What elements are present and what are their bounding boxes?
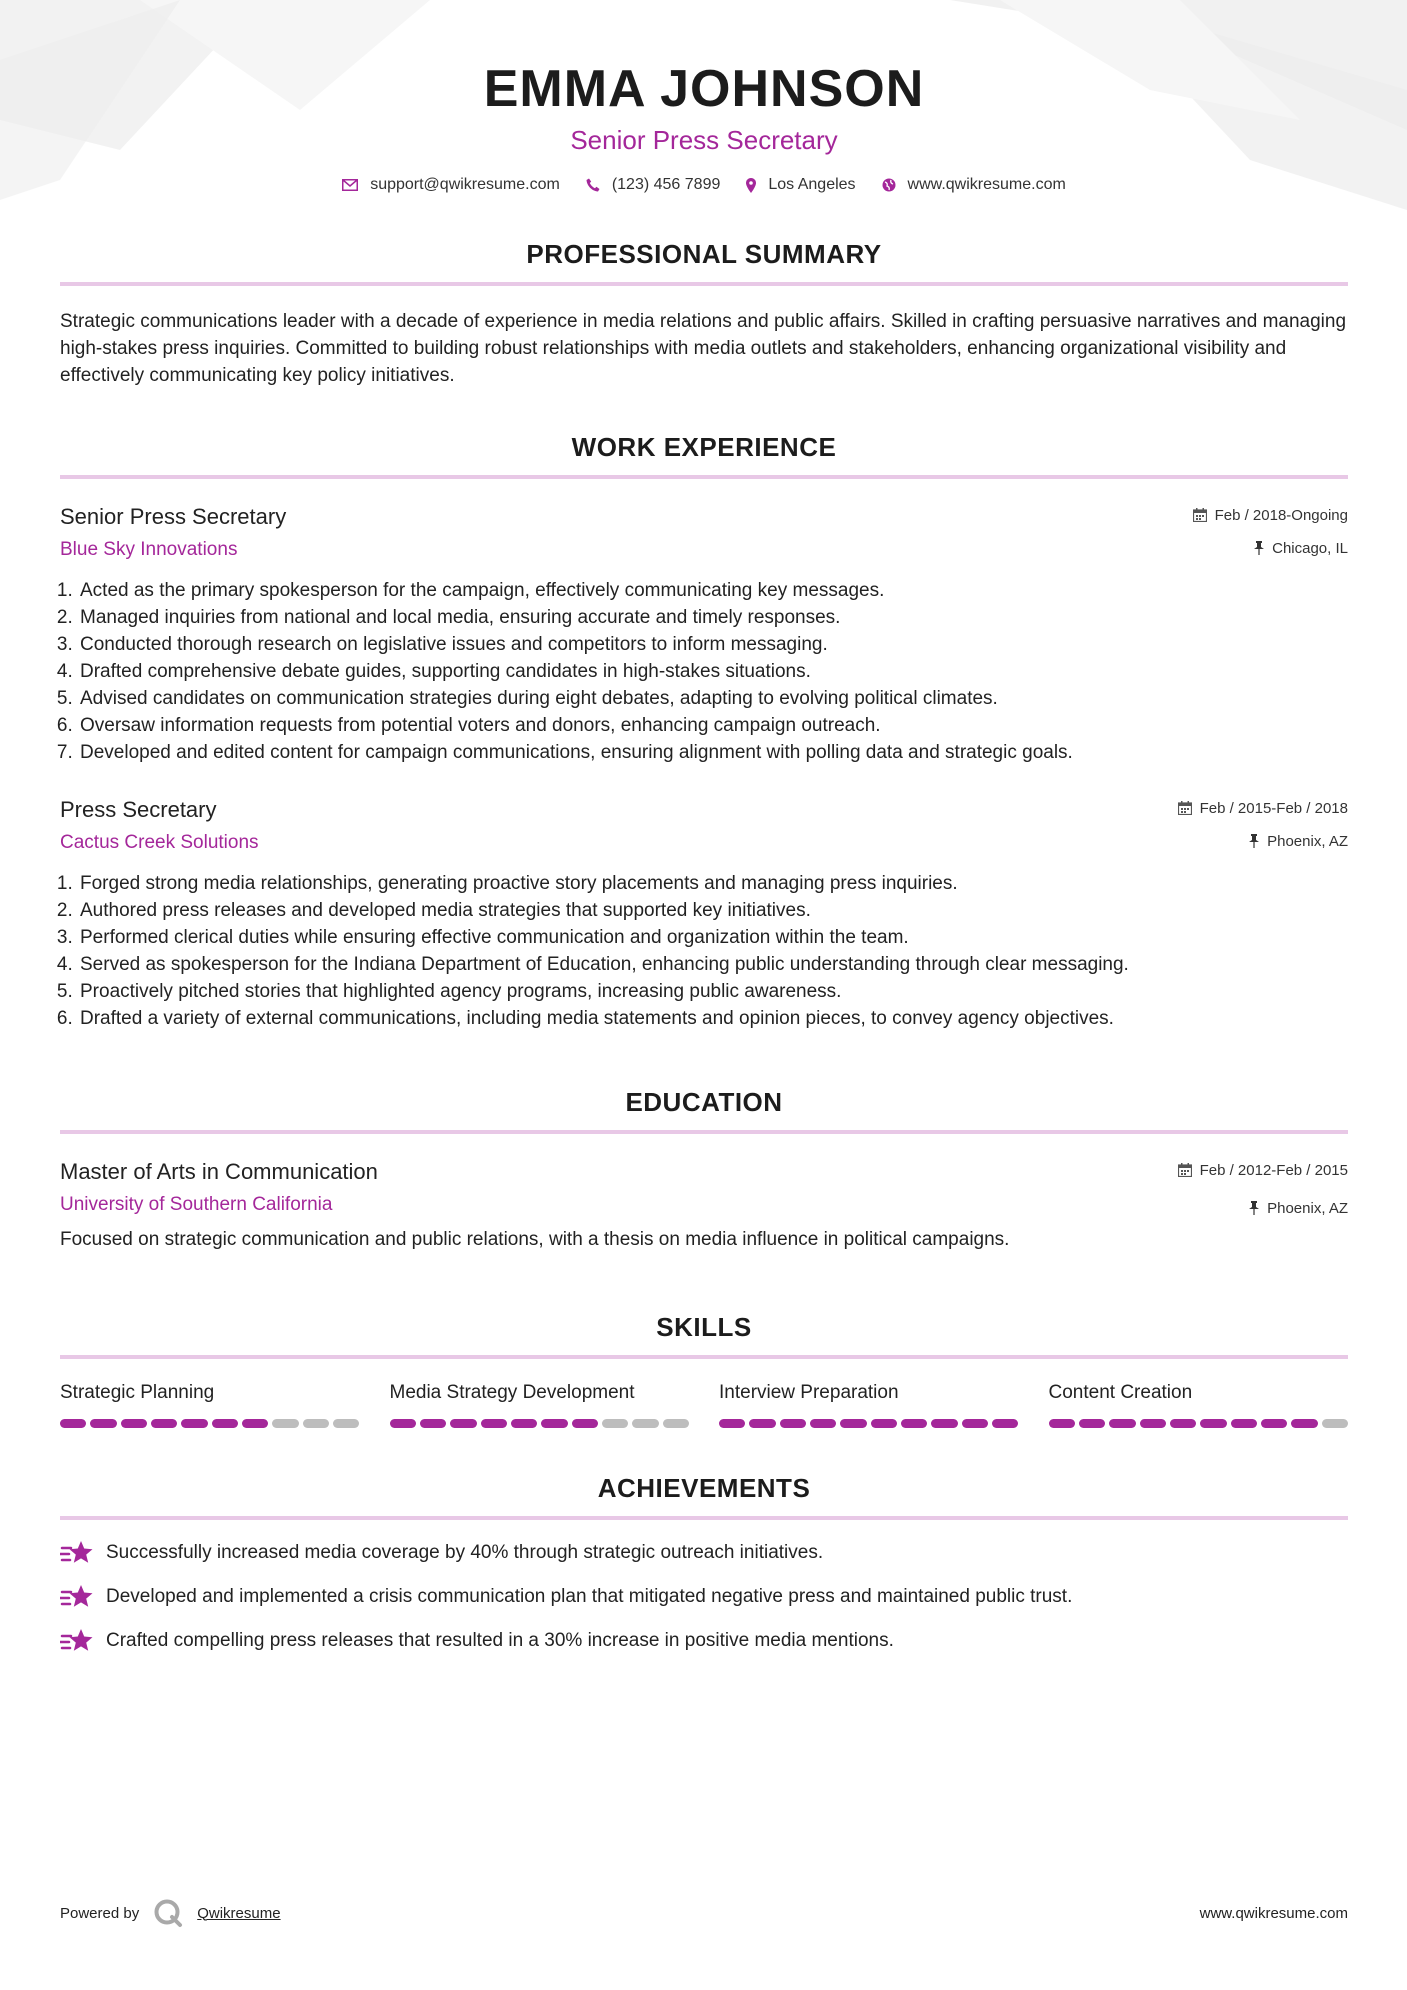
skill-segment-filled bbox=[780, 1419, 806, 1428]
skill-segment-empty bbox=[303, 1419, 329, 1428]
experience-section bbox=[60, 431, 1348, 1032]
skill-level-bar bbox=[719, 1419, 1019, 1428]
skills-grid bbox=[60, 1381, 1348, 1428]
skill-segment-filled bbox=[1049, 1419, 1075, 1428]
skill-segment-filled bbox=[1261, 1419, 1287, 1428]
footer-website[interactable]: www.qwikresume.com bbox=[1199, 1904, 1348, 1922]
skill-segment-filled bbox=[1109, 1419, 1135, 1428]
skill-segment-filled bbox=[60, 1419, 86, 1428]
skill-segment-filled bbox=[749, 1419, 775, 1428]
job-title: Senior Press Secretary bbox=[60, 504, 287, 529]
achievement-item bbox=[60, 1628, 1348, 1654]
achievement-text: Successfully increased media coverage by 40% through strategic outreach initiatives. bbox=[106, 1542, 824, 1563]
job-meta bbox=[1178, 798, 1348, 851]
job-company: Cactus Creek Solutions bbox=[60, 832, 259, 853]
skill-segment-filled bbox=[1291, 1419, 1317, 1428]
skill-segment-filled bbox=[390, 1419, 416, 1428]
skill-segment-empty bbox=[663, 1419, 689, 1428]
contact-website-text: www.qwikresume.com bbox=[907, 176, 1066, 193]
skill-segment-filled bbox=[450, 1419, 476, 1428]
contact-email[interactable] bbox=[342, 176, 560, 194]
calendar-icon bbox=[1193, 508, 1207, 522]
achievement-text: Developed and implemented a crisis communication plan that mitigated negative press and maintained public trust. bbox=[106, 1586, 1073, 1607]
skill-segment-filled bbox=[901, 1419, 927, 1428]
skill-segment-filled bbox=[931, 1419, 957, 1428]
list-item: 6. Oversaw information requests from potential voters and donors, enhancing campaign outreach. bbox=[78, 712, 1348, 739]
achievements-heading: ACHIEVEMENTS bbox=[597, 1473, 811, 1503]
star-icon bbox=[60, 1628, 94, 1654]
skill-name: Interview Preparation bbox=[719, 1382, 899, 1403]
education-heading: EDUCATION bbox=[625, 1087, 783, 1117]
achievements-list bbox=[60, 1540, 1348, 1654]
list-item: 6. Drafted a variety of external communications, including media statements and opinion pieces, to convey agency objectives. bbox=[78, 1005, 1348, 1032]
skill-segment-filled bbox=[840, 1419, 866, 1428]
skill-segment-empty bbox=[272, 1419, 298, 1428]
section-divider bbox=[60, 1130, 1348, 1134]
section-divider bbox=[60, 475, 1348, 479]
skill-segment-empty bbox=[333, 1419, 359, 1428]
skill-segment-filled bbox=[1170, 1419, 1196, 1428]
achievement-item bbox=[60, 1540, 1348, 1566]
candidate-name: EMMA JOHNSON bbox=[483, 60, 925, 118]
resume-page bbox=[60, 0, 1348, 1654]
achievement-text: Crafted compelling press releases that resulted in a 30% increase in positive media mentions. bbox=[106, 1630, 894, 1651]
contact-phone[interactable] bbox=[586, 176, 721, 194]
calendar-icon bbox=[1178, 801, 1192, 815]
skill-segment-filled bbox=[719, 1419, 745, 1428]
skill-segment-filled bbox=[962, 1419, 988, 1428]
list-item: 1. Forged strong media relationships, generating proactive story placements and managing press inquiries. bbox=[78, 870, 1348, 897]
section-divider bbox=[60, 282, 1348, 286]
job-dates: Feb / 2015-Feb / 2018 bbox=[1199, 799, 1348, 817]
skill-level-bar bbox=[390, 1419, 690, 1428]
skill-segment-empty bbox=[1322, 1419, 1348, 1428]
list-item: 1. Acted as the primary spokesperson for the campaign, effectively communicating key messages. bbox=[78, 577, 1348, 604]
job-meta bbox=[1193, 505, 1348, 558]
school-name: University of Southern California bbox=[60, 1194, 333, 1215]
section-divider bbox=[60, 1355, 1348, 1359]
job-bullets bbox=[60, 870, 1348, 1032]
skill-segment-empty bbox=[632, 1419, 658, 1428]
star-icon bbox=[60, 1540, 94, 1566]
job-entry bbox=[60, 503, 1348, 766]
list-item: 4. Drafted comprehensive debate guides, supporting candidates in high-stakes situations. bbox=[78, 658, 1348, 685]
skill-item bbox=[60, 1381, 360, 1428]
skill-segment-filled bbox=[810, 1419, 836, 1428]
skill-segment-filled bbox=[481, 1419, 507, 1428]
contact-location bbox=[746, 176, 855, 194]
education-section bbox=[60, 1086, 1348, 1253]
skill-segment-filled bbox=[871, 1419, 897, 1428]
skill-name: Media Strategy Development bbox=[389, 1382, 635, 1403]
education-location: Phoenix, AZ bbox=[1267, 1199, 1348, 1217]
skill-segment-filled bbox=[151, 1419, 177, 1428]
job-company: Blue Sky Innovations bbox=[60, 539, 238, 560]
list-item: 2. Authored press releases and developed media strategies that supported key initiatives. bbox=[78, 897, 1348, 924]
skill-level-bar bbox=[1049, 1419, 1349, 1428]
pushpin-icon bbox=[1249, 834, 1259, 848]
skill-segment-filled bbox=[242, 1419, 268, 1428]
list-item: 3. Performed clerical duties while ensuring effective communication and organization within the team. bbox=[78, 924, 1348, 951]
list-item: 2. Managed inquiries from national and local media, ensuring accurate and timely responses. bbox=[78, 604, 1348, 631]
achievements-section bbox=[60, 1472, 1348, 1654]
job-location: Chicago, IL bbox=[1272, 539, 1348, 557]
skill-name: Strategic Planning bbox=[60, 1382, 215, 1403]
contact-location-text: Los Angeles bbox=[768, 176, 856, 193]
pushpin-icon bbox=[1249, 1201, 1259, 1215]
powered-by-label: Powered by bbox=[60, 1904, 140, 1922]
skill-segment-empty bbox=[602, 1419, 628, 1428]
skill-level-bar bbox=[60, 1419, 360, 1428]
pushpin-icon bbox=[1254, 541, 1264, 555]
skill-item bbox=[390, 1381, 690, 1428]
calendar-icon bbox=[1178, 1163, 1192, 1177]
candidate-role: Senior Press Secretary bbox=[570, 125, 838, 155]
brand-link[interactable]: Qwikresume bbox=[197, 1904, 281, 1922]
job-location: Phoenix, AZ bbox=[1267, 832, 1348, 850]
skill-segment-filled bbox=[511, 1419, 537, 1428]
job-title: Press Secretary bbox=[60, 797, 217, 822]
contact-phone-text: (123) 456 7899 bbox=[611, 176, 721, 193]
skill-segment-filled bbox=[212, 1419, 238, 1428]
summary-text: Strategic communications leader with a decade of experience in media relations and public affairs. Skilled in crafting persuasive narratives and managing high-stakes press inquiries. Committed to building robust relationships with media outlets and stakeholders, enhancing organizational visibility and effectively communicating key policy initiatives. bbox=[60, 311, 1347, 386]
skill-segment-filled bbox=[420, 1419, 446, 1428]
globe-icon bbox=[882, 178, 896, 192]
skill-segment-filled bbox=[90, 1419, 116, 1428]
skill-segment-filled bbox=[181, 1419, 207, 1428]
skill-segment-filled bbox=[1231, 1419, 1257, 1428]
skill-segment-filled bbox=[1200, 1419, 1226, 1428]
summary-section bbox=[60, 238, 1348, 389]
contact-email-text: support@qwikresume.com bbox=[370, 176, 560, 193]
skill-item bbox=[1049, 1381, 1349, 1428]
degree-title: Master of Arts in Communication bbox=[60, 1159, 378, 1184]
job-entry bbox=[60, 796, 1348, 1032]
skill-segment-filled bbox=[1079, 1419, 1105, 1428]
skill-name: Content Creation bbox=[1048, 1382, 1193, 1403]
list-item: 3. Conducted thorough research on legislative issues and competitors to inform messaging. bbox=[78, 631, 1348, 658]
experience-heading: WORK EXPERIENCE bbox=[571, 432, 837, 462]
job-bullets bbox=[60, 577, 1348, 766]
star-icon bbox=[60, 1584, 94, 1610]
education-entry bbox=[60, 1158, 1348, 1253]
list-item: 5. Advised candidates on communication strategies during eight debates, adapting to evolving political climates. bbox=[78, 685, 1348, 712]
education-description: Focused on strategic communication and public relations, with a thesis on media influence in political campaigns. bbox=[60, 1229, 1010, 1250]
section-divider bbox=[60, 1516, 1348, 1520]
footer-branding bbox=[60, 1898, 281, 1928]
phone-icon bbox=[586, 178, 600, 192]
skill-segment-filled bbox=[121, 1419, 147, 1428]
resume-header bbox=[60, 0, 1348, 194]
skills-section bbox=[60, 1311, 1348, 1428]
page-footer bbox=[60, 1898, 1348, 1928]
job-dates: Feb / 2018-Ongoing bbox=[1214, 506, 1348, 524]
skill-segment-filled bbox=[572, 1419, 598, 1428]
envelope-icon bbox=[342, 179, 358, 191]
contact-bar bbox=[60, 176, 1348, 194]
list-item: 7. Developed and edited content for campaign communications, ensuring alignment with polling data and strategic goals. bbox=[78, 739, 1348, 766]
achievement-item bbox=[60, 1584, 1348, 1610]
skills-heading: SKILLS bbox=[656, 1312, 752, 1342]
contact-website[interactable] bbox=[882, 176, 1066, 194]
map-pin-icon bbox=[746, 178, 756, 193]
list-item: 5. Proactively pitched stories that highlighted agency programs, increasing public awareness. bbox=[78, 978, 1348, 1005]
skill-segment-filled bbox=[1140, 1419, 1166, 1428]
skill-segment-filled bbox=[541, 1419, 567, 1428]
skill-segment-filled bbox=[992, 1419, 1018, 1428]
education-meta bbox=[1178, 1160, 1348, 1218]
summary-heading: PROFESSIONAL SUMMARY bbox=[526, 239, 882, 269]
qwikresume-logo-icon bbox=[153, 1898, 183, 1928]
list-item: 4. Served as spokesperson for the Indiana Department of Education, enhancing public understanding through clear messaging. bbox=[78, 951, 1348, 978]
education-dates: Feb / 2012-Feb / 2015 bbox=[1199, 1161, 1348, 1179]
skill-item bbox=[719, 1381, 1019, 1428]
